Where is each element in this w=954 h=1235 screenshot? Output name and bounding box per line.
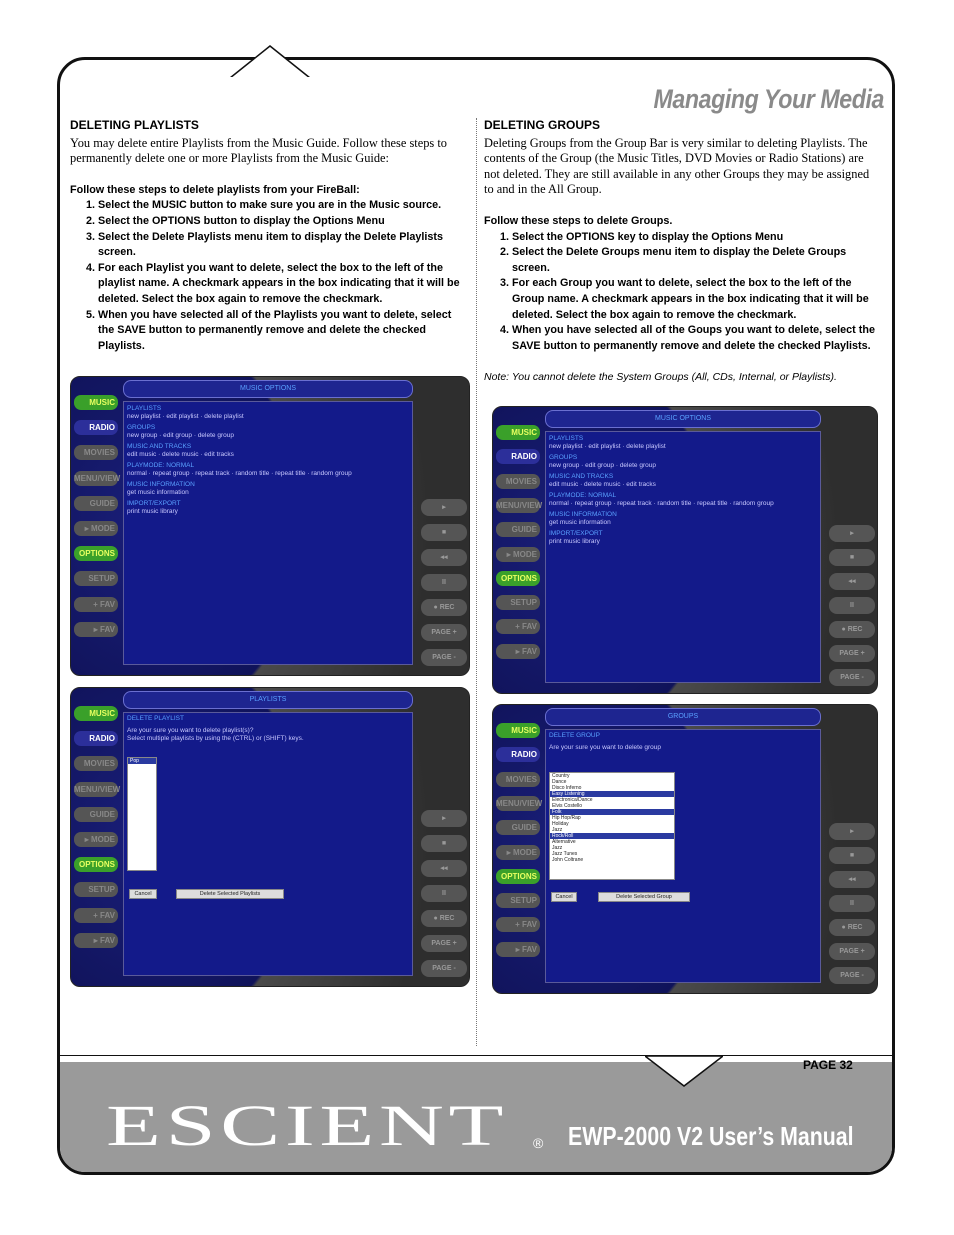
side-button-fav[interactable]: ▸ FAV	[74, 933, 118, 948]
list-item[interactable]: Hip Hop/Rap	[552, 815, 581, 821]
panel-prompt: Are your sure you want to delete playlist(s)?	[127, 727, 254, 734]
menu-section-heading: MUSIC INFORMATION	[549, 511, 617, 518]
screen-title: GROUPS	[545, 708, 821, 726]
manual-title: EWP-2000 V2 User’s Manual	[568, 1121, 854, 1151]
side-button-radio[interactable]: RADIO	[74, 731, 118, 746]
left-heading: DELETING PLAYLISTS	[70, 118, 199, 132]
side-button-movies[interactable]: MOVIES	[496, 474, 540, 489]
menu-section-heading: MUSIC AND TRACKS	[549, 473, 614, 480]
side-button-mode[interactable]: ▸ MODE	[74, 521, 118, 536]
list-item[interactable]: Elvis Costello	[552, 803, 583, 809]
delete-group-screenshot	[492, 704, 878, 994]
transport-button[interactable]: ▸	[421, 810, 467, 827]
list-item[interactable]: Jazz	[552, 845, 563, 851]
transport-button[interactable]: PAGE +	[829, 943, 875, 960]
delete-playlist-screenshot	[70, 687, 470, 987]
side-button-movies[interactable]: MOVIES	[74, 445, 118, 460]
list-item: 4. For each Playlist you want to delete, select the box to the left of the playlist name. A checkmark appears in the box indicating that it will be deleted. Select the box again to remove the checkmark.	[98, 261, 468, 308]
side-button-options[interactable]: OPTIONS	[74, 857, 118, 872]
right-heading: DELETING GROUPS	[484, 118, 601, 132]
side-button-music[interactable]: MUSIC	[74, 395, 118, 410]
transport-button[interactable]: II	[829, 895, 875, 912]
transport-button[interactable]: ▸	[829, 823, 875, 840]
transport-button[interactable]: II	[829, 597, 875, 614]
delete-group-panel	[545, 729, 821, 983]
menu-section-heading: PLAYMODE: NORMAL	[127, 462, 195, 469]
side-button-setup[interactable]: SETUP	[74, 571, 118, 586]
menu-item[interactable]: new group · edit group · delete group	[549, 462, 656, 469]
transport-button[interactable]: PAGE -	[829, 967, 875, 984]
transport-button[interactable]: ● REC	[421, 599, 467, 616]
panel-heading: DELETE PLAYLIST	[127, 715, 184, 722]
menu-section-heading: GROUPS	[549, 454, 578, 461]
escient-logo: ESCIENT	[106, 1093, 509, 1158]
transport-button[interactable]: PAGE +	[421, 624, 467, 641]
screen-title: PLAYLISTS	[123, 691, 413, 709]
side-button-fav[interactable]: + FAV	[496, 917, 540, 932]
side-button-mode[interactable]: ▸ MODE	[74, 832, 118, 847]
transport-button[interactable]: II	[421, 885, 467, 902]
cancel-button[interactable]: Cancel	[551, 892, 577, 902]
menu-section-heading: MUSIC INFORMATION	[127, 481, 195, 488]
menu-section-heading: GROUPS	[127, 424, 156, 431]
side-button-fav[interactable]: ▸ FAV	[496, 644, 540, 659]
side-button-fav[interactable]: + FAV	[496, 619, 540, 634]
right-steps-heading: Follow these steps to delete Groups.	[484, 214, 673, 227]
side-button-guide[interactable]: GUIDE	[74, 496, 118, 511]
screen-title: MUSIC OPTIONS	[545, 410, 821, 428]
transport-button[interactable]: PAGE +	[421, 935, 467, 952]
menu-item[interactable]: get music information	[549, 519, 611, 526]
transport-button[interactable]: PAGE -	[829, 669, 875, 686]
side-button-setup[interactable]: SETUP	[496, 893, 540, 908]
menu-item[interactable]: print music library	[127, 508, 178, 515]
music-options-screenshot-2	[492, 406, 878, 694]
left-steps-heading: Follow these steps to delete playlists from your FireBall:	[70, 183, 360, 196]
system-groups-note: Note: You cannot delete the System Groups (All, CDs, Internal, or Playlists).	[484, 371, 837, 384]
side-button-setup[interactable]: SETUP	[74, 882, 118, 897]
side-button-guide[interactable]: GUIDE	[496, 522, 540, 537]
list-item[interactable]: Pop	[128, 758, 156, 764]
transport-button[interactable]: ◂◂	[829, 573, 875, 590]
menu-section-heading: PLAYLISTS	[549, 435, 584, 442]
list-item[interactable]: Dance	[552, 779, 567, 785]
list-item: 1. Select the OPTIONS key to display the Options Menu	[512, 230, 880, 246]
side-button-fav[interactable]: ▸ FAV	[496, 942, 540, 957]
transport-button[interactable]: ▸	[421, 499, 467, 516]
side-button-radio[interactable]: RADIO	[496, 747, 540, 762]
list-item: 2. Select the OPTIONS button to display the Options Menu	[98, 214, 468, 230]
menu-item[interactable]: normal · repeat group · repeat track · random title · repeat title · random group	[549, 500, 774, 507]
side-button-fav[interactable]: + FAV	[74, 908, 118, 923]
side-button-radio[interactable]: RADIO	[74, 420, 118, 435]
side-button-setup[interactable]: SETUP	[496, 595, 540, 610]
menu-section-heading: IMPORT/EXPORT	[549, 530, 603, 537]
transport-button[interactable]: ◂◂	[829, 871, 875, 888]
menu-section-heading: PLAYLISTS	[127, 405, 162, 412]
panel-prompt-2: Select multiple playlists by using the (CTRL) or (SHIFT) keys.	[127, 735, 304, 742]
list-item[interactable]: Easy Listening	[550, 791, 674, 797]
side-button-options[interactable]: OPTIONS	[496, 571, 540, 586]
section-title: Managing Your Media	[653, 84, 884, 114]
transport-button[interactable]: ● REC	[421, 910, 467, 927]
menu-item[interactable]: new playlist · edit playlist · delete playlist	[127, 413, 244, 420]
panel-prompt: Are your sure you want to delete group	[549, 744, 662, 751]
list-item[interactable]: John Coltrane	[552, 857, 584, 863]
group-listbox[interactable]	[549, 772, 675, 880]
options-panel	[123, 401, 413, 665]
side-button-options[interactable]: OPTIONS	[74, 546, 118, 561]
side-button-mode[interactable]: ▸ MODE	[496, 845, 540, 860]
side-button-guide[interactable]: GUIDE	[496, 820, 540, 835]
side-button-movies[interactable]: MOVIES	[496, 772, 540, 787]
delete-selected-playlists-button[interactable]: Delete Selected Playlists	[176, 889, 284, 899]
list-item[interactable]: Disco Inferno	[552, 785, 582, 791]
page-number: PAGE 32	[803, 1058, 853, 1072]
right-intro: Deleting Groups from the Group Bar is very similar to deleting Playlists. The contents of the Group (the Music Titles, DVD Movies or Radio Stations) are not deleted. They are still available in any other Groups they may be assigned to and in the All Group.	[484, 135, 870, 197]
menu-section-heading: MUSIC AND TRACKS	[127, 443, 192, 450]
transport-button[interactable]: ▸	[829, 525, 875, 542]
list-item[interactable]: Country	[552, 773, 570, 779]
transport-button[interactable]: PAGE -	[421, 649, 467, 666]
options-panel	[545, 431, 821, 683]
list-item[interactable]: Rock/Roll	[550, 833, 674, 839]
side-button-fav[interactable]: + FAV	[74, 597, 118, 612]
list-item[interactable]: Jazz Tunes	[552, 851, 578, 857]
side-button-menuview[interactable]: MENU/VIEW	[496, 796, 540, 811]
menu-section-heading: PLAYMODE: NORMAL	[549, 492, 617, 499]
screen-title: MUSIC OPTIONS	[123, 380, 413, 398]
list-item: 4. When you have selected all of the Goups you want to delete, select the SAVE button to permanently remove and delete the checked Playlists.	[512, 323, 880, 354]
list-item[interactable]: Holiday	[552, 821, 569, 827]
transport-button[interactable]: ■	[421, 524, 467, 541]
list-item[interactable]: Jazz	[552, 827, 563, 833]
side-button-options[interactable]: OPTIONS	[496, 869, 540, 884]
top-notch-decoration	[230, 44, 310, 80]
transport-button[interactable]: PAGE -	[421, 960, 467, 977]
side-button-guide[interactable]: GUIDE	[74, 807, 118, 822]
transport-button[interactable]: ● REC	[829, 919, 875, 936]
transport-button[interactable]: ● REC	[829, 621, 875, 638]
list-item[interactable]: Folk	[550, 809, 674, 815]
playlist-listbox[interactable]	[127, 757, 157, 871]
side-button-fav[interactable]: ▸ FAV	[74, 622, 118, 637]
list-item: 5. When you have selected all of the Playlists you want to delete, select the SAVE button to permanently remove and delete the checked Playlists.	[98, 308, 468, 355]
column-divider	[476, 118, 477, 1046]
transport-button[interactable]: ■	[829, 549, 875, 566]
side-button-menuview[interactable]: MENU/VIEW	[74, 471, 118, 486]
menu-item[interactable]: get music information	[127, 489, 189, 496]
left-steps	[70, 198, 468, 354]
list-item: 3. For each Group you want to delete, select the box to the left of the Group name. A checkmark appears in the box indicating that it will be deleted. Select the box again to remove the checkmark.	[512, 276, 880, 323]
delete-playlist-panel	[123, 712, 413, 976]
menu-item[interactable]: edit music · delete music · edit tracks	[127, 451, 234, 458]
menu-item[interactable]: normal · repeat group · repeat track · random title · repeat title · random group	[127, 470, 352, 477]
side-button-radio[interactable]: RADIO	[496, 449, 540, 464]
side-button-music[interactable]: MUSIC	[74, 706, 118, 721]
transport-button[interactable]: ◂◂	[421, 549, 467, 566]
side-button-menuview[interactable]: MENU/VIEW	[496, 498, 540, 513]
side-button-music[interactable]: MUSIC	[496, 425, 540, 440]
list-item: 2. Select the Delete Groups menu item to display the Delete Groups screen.	[512, 245, 880, 276]
cancel-button[interactable]: Cancel	[129, 889, 157, 899]
side-button-music[interactable]: MUSIC	[496, 723, 540, 738]
side-button-menuview[interactable]: MENU/VIEW	[74, 782, 118, 797]
music-options-screenshot	[70, 376, 470, 676]
delete-selected-group-button[interactable]: Delete Selected Group	[598, 892, 690, 902]
menu-item[interactable]: new playlist · edit playlist · delete playlist	[549, 443, 666, 450]
left-column	[70, 118, 468, 354]
menu-item[interactable]: new group · edit group · delete group	[127, 432, 234, 439]
left-intro: You may delete entire Playlists from the Music Guide. Follow these steps to permanently delete one or more Playlists from the Music Guide:	[70, 135, 447, 166]
transport-button[interactable]: ■	[421, 835, 467, 852]
right-column	[484, 118, 880, 386]
panel-heading: DELETE GROUP	[549, 732, 600, 739]
list-item[interactable]: Alternative	[552, 839, 576, 845]
side-button-movies[interactable]: MOVIES	[74, 756, 118, 771]
transport-button[interactable]: II	[421, 574, 467, 591]
side-button-mode[interactable]: ▸ MODE	[496, 547, 540, 562]
menu-item[interactable]: print music library	[549, 538, 600, 545]
list-item: 3. Select the Delete Playlists menu item to display the Delete Playlists screen.	[98, 230, 468, 261]
list-item: 1. Select the MUSIC button to make sure you are in the Music source.	[98, 198, 468, 214]
transport-button[interactable]: ■	[829, 847, 875, 864]
transport-button[interactable]: PAGE +	[829, 645, 875, 662]
transport-button[interactable]: ◂◂	[421, 860, 467, 877]
menu-item[interactable]: edit music · delete music · edit tracks	[549, 481, 656, 488]
bottom-notch-decoration	[645, 1056, 723, 1088]
menu-section-heading: IMPORT/EXPORT	[127, 500, 181, 507]
list-item[interactable]: Electronica/Dance	[552, 797, 593, 803]
right-steps	[484, 230, 880, 355]
registered-mark: ®	[533, 1135, 544, 1151]
